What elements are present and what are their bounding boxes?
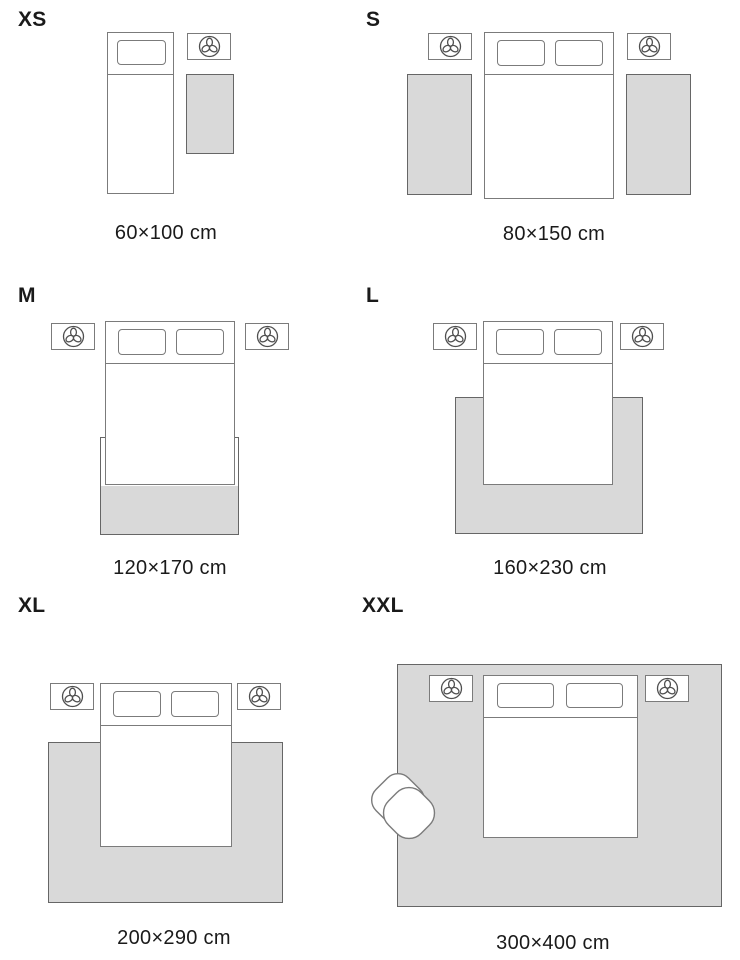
size-label-s: S (366, 8, 381, 31)
plant-icon (440, 677, 463, 700)
rug-dimensions-label-m: 120×170 cm (113, 557, 227, 579)
size-label-xxl: XXL (362, 594, 404, 617)
rug-dimensions-label-l: 160×230 cm (493, 557, 607, 579)
rug-dimensions-label-xxl: 300×400 cm (496, 932, 610, 954)
size-label-l: L (366, 284, 380, 307)
rug-dimensions-label-xl: 200×290 cm (117, 927, 231, 949)
rug-dimensions-label-s: 80×150 cm (502, 223, 606, 245)
rug-dimensions-label-xs: 60×100 cm (114, 222, 218, 244)
pillow-left (497, 683, 554, 708)
pillow-right (566, 683, 623, 708)
nightstand-right (645, 675, 689, 702)
plant-icon (656, 677, 679, 700)
double-bed (483, 675, 638, 838)
size-label-xl: XL (18, 594, 46, 617)
size-label-xs: XS (18, 8, 47, 31)
size-label-m: M (18, 284, 36, 307)
armchair (356, 762, 446, 850)
nightstand-left (429, 675, 473, 702)
